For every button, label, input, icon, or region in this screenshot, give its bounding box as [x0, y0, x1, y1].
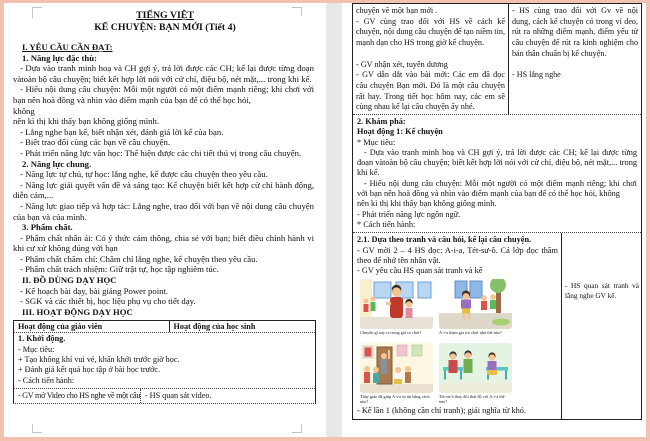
text-line: - GV mời 2 – 4 HS đọc: A-i-a, Tét-sư-ô. Cả lớp đọc thầm theo để nhớ tên nhân vật. — [357, 245, 558, 266]
text-line: - Lắng nghe bạn kể, biết nhận xét, đánh giá lời kể của bạn. — [20, 126, 224, 137]
storytelling-outro — [357, 406, 558, 416]
text-line: - Phát triển năng lực ngôn ngữ. — [357, 209, 461, 219]
student-activity-cell: - HS quan sát tranh và lắng nghe GV kể. — [565, 281, 639, 300]
text-line: - Năng lực giải quyết vấn đề và sáng tạo: Kể chuyện biết kết hợp cử chỉ hành động, diễn cảm,... — [13, 179, 314, 201]
text-line: - Mục tiêu: — [18, 344, 55, 354]
story-panel-4 — [439, 343, 512, 404]
storytelling-intro — [357, 235, 558, 277]
text-line: - Kể lần 1 (không cần chỉ tranh); giải nghĩa từ khó. — [357, 405, 527, 415]
text-line: - Năng lực giao tiếp và hợp tác: Lắng nghe, trao đổi với bạn về nội dung câu chuyện của bạn và của mình. — [13, 200, 314, 222]
document-subtitle: KỂ CHUYỆN: BẠN MỚI (Tiết 4) — [94, 22, 236, 33]
text-line: II. ĐỒ DÙNG DẠY HỌC — [22, 275, 117, 286]
text-line: 2.1. Dựa theo tranh và câu hỏi, kể lại câu chuyện. — [357, 235, 532, 245]
teacher-helping-illustration — [360, 343, 433, 393]
teacher-activity-header: Hoạt động của giáo viên — [14, 321, 170, 332]
story-panel-2 — [439, 279, 512, 340]
text-line — [512, 60, 638, 71]
panel-caption: Chuyện gì xảy ra trong giờ ra chơi? — [360, 329, 422, 335]
text-line: - Biết trao đổi cùng các bạn về câu chuyện. — [20, 137, 171, 148]
text-line: - Phẩm chất chăm chỉ: Chăm chỉ lắng nghe, kể chuyện theo yêu cầu. — [20, 253, 258, 264]
text-line: - Dựa vào tranh minh hoạ và CH gợi ý, trả lời được các CH; kể lại được từng đoạn vàtoàn bộ câu chuyện; biết kết hợp lời nói với cử chỉ, điệu bộ, nét mặt,... trong khi kể. — [13, 63, 314, 84]
text-line: + Đánh giá kết quả học tập ở bài học trước. — [18, 365, 161, 375]
text-line: chuyện về một bạn mới . — [356, 6, 438, 15]
text-line: không — [13, 105, 35, 116]
story-panel-1 — [360, 279, 433, 340]
text-line: III. HOẠT ĐỘNG DẠY HỌC — [22, 306, 133, 317]
friends-bench-illustration — [439, 343, 512, 393]
text-line: - Phẩm chất nhân ái: Có ý thức cảm thông, chia sẻ với bạn; biết điều chỉnh hành vi khi cư xử không đúng với bạn — [13, 232, 314, 254]
story-illustrations — [360, 279, 558, 404]
warmup-section — [14, 333, 315, 388]
text-line: nên kì thị khi thấy bạn không giống mình. — [13, 116, 159, 127]
document-title: TIẾNG VIỆT — [136, 10, 194, 21]
recess-scene-illustration — [360, 279, 433, 329]
text-line: 2. Năng lực chung. — [22, 158, 92, 169]
text-line: - GV dẫn dắt vào bài mới: Các em đã đọc câu chuyện Bạn mới. Đó là một câu chuyện rất hay. Trong tiết học hôm nay, các em sẽ cùng nhau kể lại câu chuyện ấy nhé. — [356, 70, 505, 112]
text-line: * Cách tiến hành: — [357, 219, 416, 229]
crop-mark — [292, 7, 302, 16]
crop-mark — [32, 424, 42, 433]
text-line: 1. Năng lực đặc thù: — [22, 52, 97, 63]
text-line: - Năng lực tự chủ, tự học: lắng nghe, kể được câu chuyện theo yêu cầu. — [20, 169, 268, 180]
text-line: - SGK và các thiết bị, học liệu phụ vụ cho tiết dạy. — [20, 296, 196, 307]
explore-section — [353, 115, 641, 233]
crop-mark — [292, 424, 302, 433]
text-line: - HS lắng nghe — [512, 70, 561, 80]
text-line: - GV nhận xét, tuyên dương — [356, 59, 448, 69]
text-line: - HS cùng trao đổi với Gv về nội dung, cách kể chuyện có trong ví deo, rút ra những điểm mạnh, điểm yếu từ câu chuyện để rút ra kinh nghiệm cho bản thân chuẩn bị kể chuyện. — [512, 6, 638, 58]
activity-table-page2 — [352, 3, 642, 420]
crop-mark — [32, 7, 42, 18]
text-line: - GV cùng trao đổi với HS về cách kể chuyện, nội dung câu chuyện để tạo niềm tin, mạnh dạn cho HS trong giờ kể chuyện. — [356, 16, 505, 48]
text-line — [356, 49, 505, 60]
teacher-activity-cell: - GV mở Video cho HS nghe về một câu — [14, 389, 141, 403]
text-line: - Cách tiến hành: — [18, 375, 75, 385]
document-page-1 — [4, 3, 326, 437]
text-line: - Hiểu nội dung câu chuyện: Mỗi một người có một điểm mạnh riêng; khi chơi với bạn nên hoà đồng và nhìn vào điểm mạnh của bạn để có thể học hỏi, không — [357, 178, 637, 199]
text-line: Hoạt động 1: Kể chuyện — [357, 127, 443, 137]
student-activity-cell: - HS quan sát video. — [144, 390, 212, 400]
text-line: - Kế hoạch bài dạy, bài giảng Power point. — [20, 285, 169, 296]
playing-game-illustration — [439, 279, 512, 329]
text-line: nên kì thị khi thấy bạn không giống mình. — [357, 199, 497, 209]
teacher-activity-cell — [353, 4, 509, 114]
page-gap — [326, 3, 342, 437]
text-line: - GV yêu cầu HS quan sát tranh và kể — [357, 266, 483, 276]
panel-caption: A-i-a tham gia trò chơi như thế nào? — [439, 329, 502, 335]
table-row — [14, 389, 315, 403]
text-line: - Hiểu nội dung câu chuyện: Mỗi một người có một điểm mạnh riêng; khi chơi với bạn nên hoà đồng và nhìn vào điểm mạnh của bạn để có thể học hỏi, — [13, 84, 314, 105]
text-line: 3. Phẩm chất. — [22, 222, 73, 233]
document-page-2 — [342, 3, 646, 437]
text-line: + Tạo không khí vui vẻ, khấn khởi trước giờ học. — [18, 355, 180, 365]
text-line: I. YÊU CẦU CẦN ĐẠT: — [22, 42, 113, 52]
text-line: - Phát triển năng lực văn học: Thể hiện được các chi tiết thú vị trong câu chuyện. — [20, 147, 302, 158]
text-line: 2. Khám phá: — [357, 117, 406, 126]
activity-table-header — [14, 321, 315, 333]
student-activity-header: Hoạt động của học sinh — [173, 322, 256, 332]
teacher-activity-cell — [353, 233, 562, 419]
text-line: - Dựa vào tranh minh hoạ và CH gợi ý, trả lời được các CH; kể lại được từng đoạn vàtoàn bộ câu chuyện; biết kết hợp lời nói với cử chỉ, điệu bộ, nét mặt,... trong khi kể. — [357, 147, 637, 178]
text-line: - Phẩm chất trách nhiệm: Giữ trật tự, học tập nghiêm túc. — [20, 264, 219, 275]
table-row — [353, 4, 641, 115]
panel-caption: Thầy giáo đã giúp A-i-a tự tin bằng cách nào? — [360, 393, 430, 404]
table-row — [353, 233, 641, 419]
text-line: 1. Khởi động. — [18, 334, 66, 344]
story-panel-3 — [360, 343, 433, 404]
activity-table-page1 — [13, 320, 316, 403]
panel-caption: Tét-sư-ô thay đổi thái độ với A-i-a thế nào? — [439, 393, 505, 404]
text-line: * Mục tiêu: — [357, 137, 396, 147]
lesson-objectives-body — [13, 42, 314, 317]
student-activity-cell — [509, 4, 641, 114]
